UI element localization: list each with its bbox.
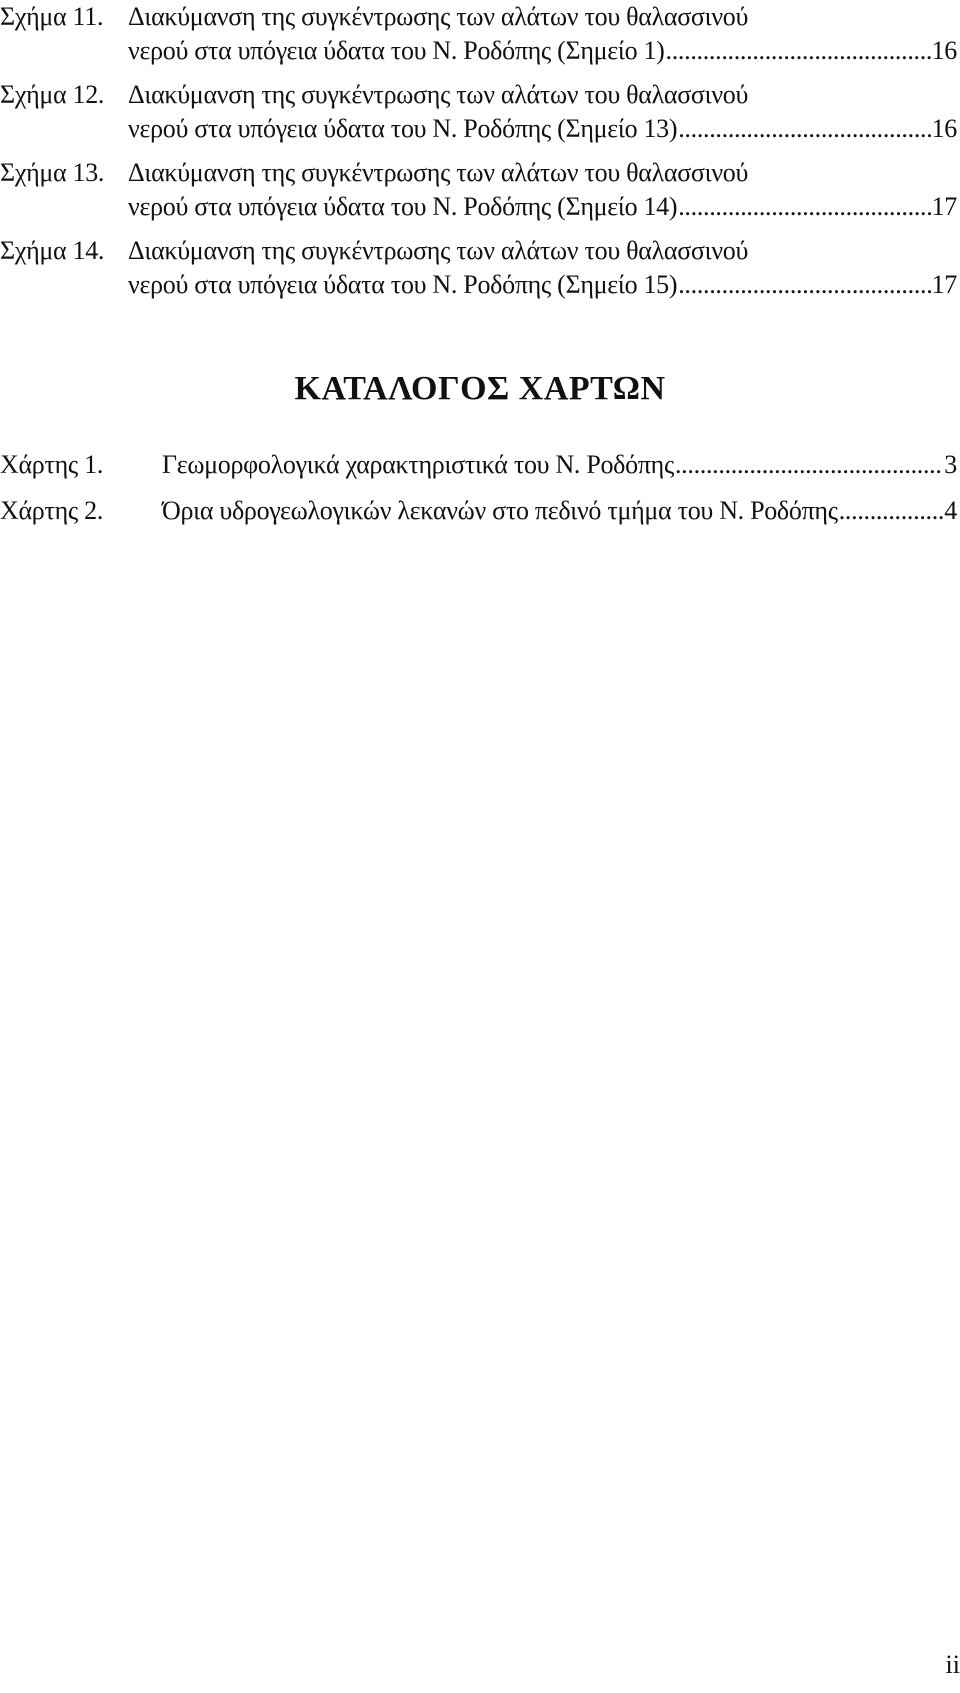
- figure-page-number: 16: [931, 114, 957, 143]
- map-label: Χάρτης 1.: [0, 450, 104, 479]
- map-page-number: 4: [944, 496, 957, 525]
- figure-entry-second-line: [0, 190, 957, 224]
- map-entry: [0, 448, 957, 482]
- figure-label: Σχήμα 12.: [0, 80, 105, 109]
- figure-entry: [0, 156, 957, 224]
- maps-list-heading: ΚΑΤΑΛΟΓΟΣ ΧΑΡΤΩΝ: [294, 370, 666, 407]
- figure-page-number: 17: [931, 270, 957, 299]
- leader-dots: [675, 448, 943, 482]
- figure-title-line2: νερού στα υπόγεια ύδατα του Ν. Ροδόπης (Σημείο 15): [128, 270, 678, 299]
- leader-dots: [839, 494, 944, 528]
- figure-entry-first-line: [0, 78, 957, 112]
- figure-entry-first-line: [0, 156, 957, 190]
- figure-label: Σχήμα 11.: [0, 2, 104, 31]
- figure-entry-first-line: [0, 0, 957, 34]
- map-label: Χάρτης 2.: [0, 496, 104, 525]
- figure-entry-second-line: [0, 34, 957, 68]
- figure-entry: [0, 234, 957, 302]
- figure-entry-second-line: [0, 112, 957, 146]
- figure-title-line1: Διακύμανση της συγκέντρωσης των αλάτων του θαλασσινού: [128, 158, 749, 187]
- figure-entry: [0, 78, 957, 146]
- figure-entry-first-line: [0, 234, 957, 268]
- leader-dots: [678, 112, 930, 146]
- page-number: ii: [945, 1650, 960, 1679]
- figure-page-number: 16: [931, 36, 957, 65]
- figure-title-line1: Διακύμανση της συγκέντρωσης των αλάτων του θαλασσινού: [128, 236, 749, 265]
- figure-label: Σχήμα 13.: [0, 158, 105, 187]
- map-title: Όρια υδρογεωλογικών λεκανών στο πεδινό τμήμα του Ν. Ροδόπης: [162, 496, 838, 525]
- figure-entry-second-line: [0, 268, 957, 302]
- figure-title-line1: Διακύμανση της συγκέντρωσης των αλάτων του θαλασσινού: [128, 2, 749, 31]
- figure-label: Σχήμα 14.: [0, 236, 105, 265]
- leader-dots: [678, 190, 930, 224]
- figure-page-number: 17: [931, 192, 957, 221]
- figure-title-line2: νερού στα υπόγεια ύδατα του Ν. Ροδόπης (Σημείο 13): [128, 114, 678, 143]
- figure-title-line2: νερού στα υπόγεια ύδατα του Ν. Ροδόπης (Σημείο 14): [128, 192, 678, 221]
- leader-dots: [666, 34, 931, 68]
- figure-title-line1: Διακύμανση της συγκέντρωσης των αλάτων του θαλασσινού: [128, 80, 749, 109]
- map-entry: [0, 494, 957, 528]
- figure-entry: [0, 0, 957, 68]
- figure-title-line2: νερού στα υπόγεια ύδατα του Ν. Ροδόπης (Σημείο 1): [128, 36, 665, 65]
- map-title: Γεωμορφολογικά χαρακτηριστικά του Ν. Ροδόπης: [162, 450, 674, 479]
- leader-dots: [678, 268, 930, 302]
- map-page-number: 3: [944, 450, 957, 479]
